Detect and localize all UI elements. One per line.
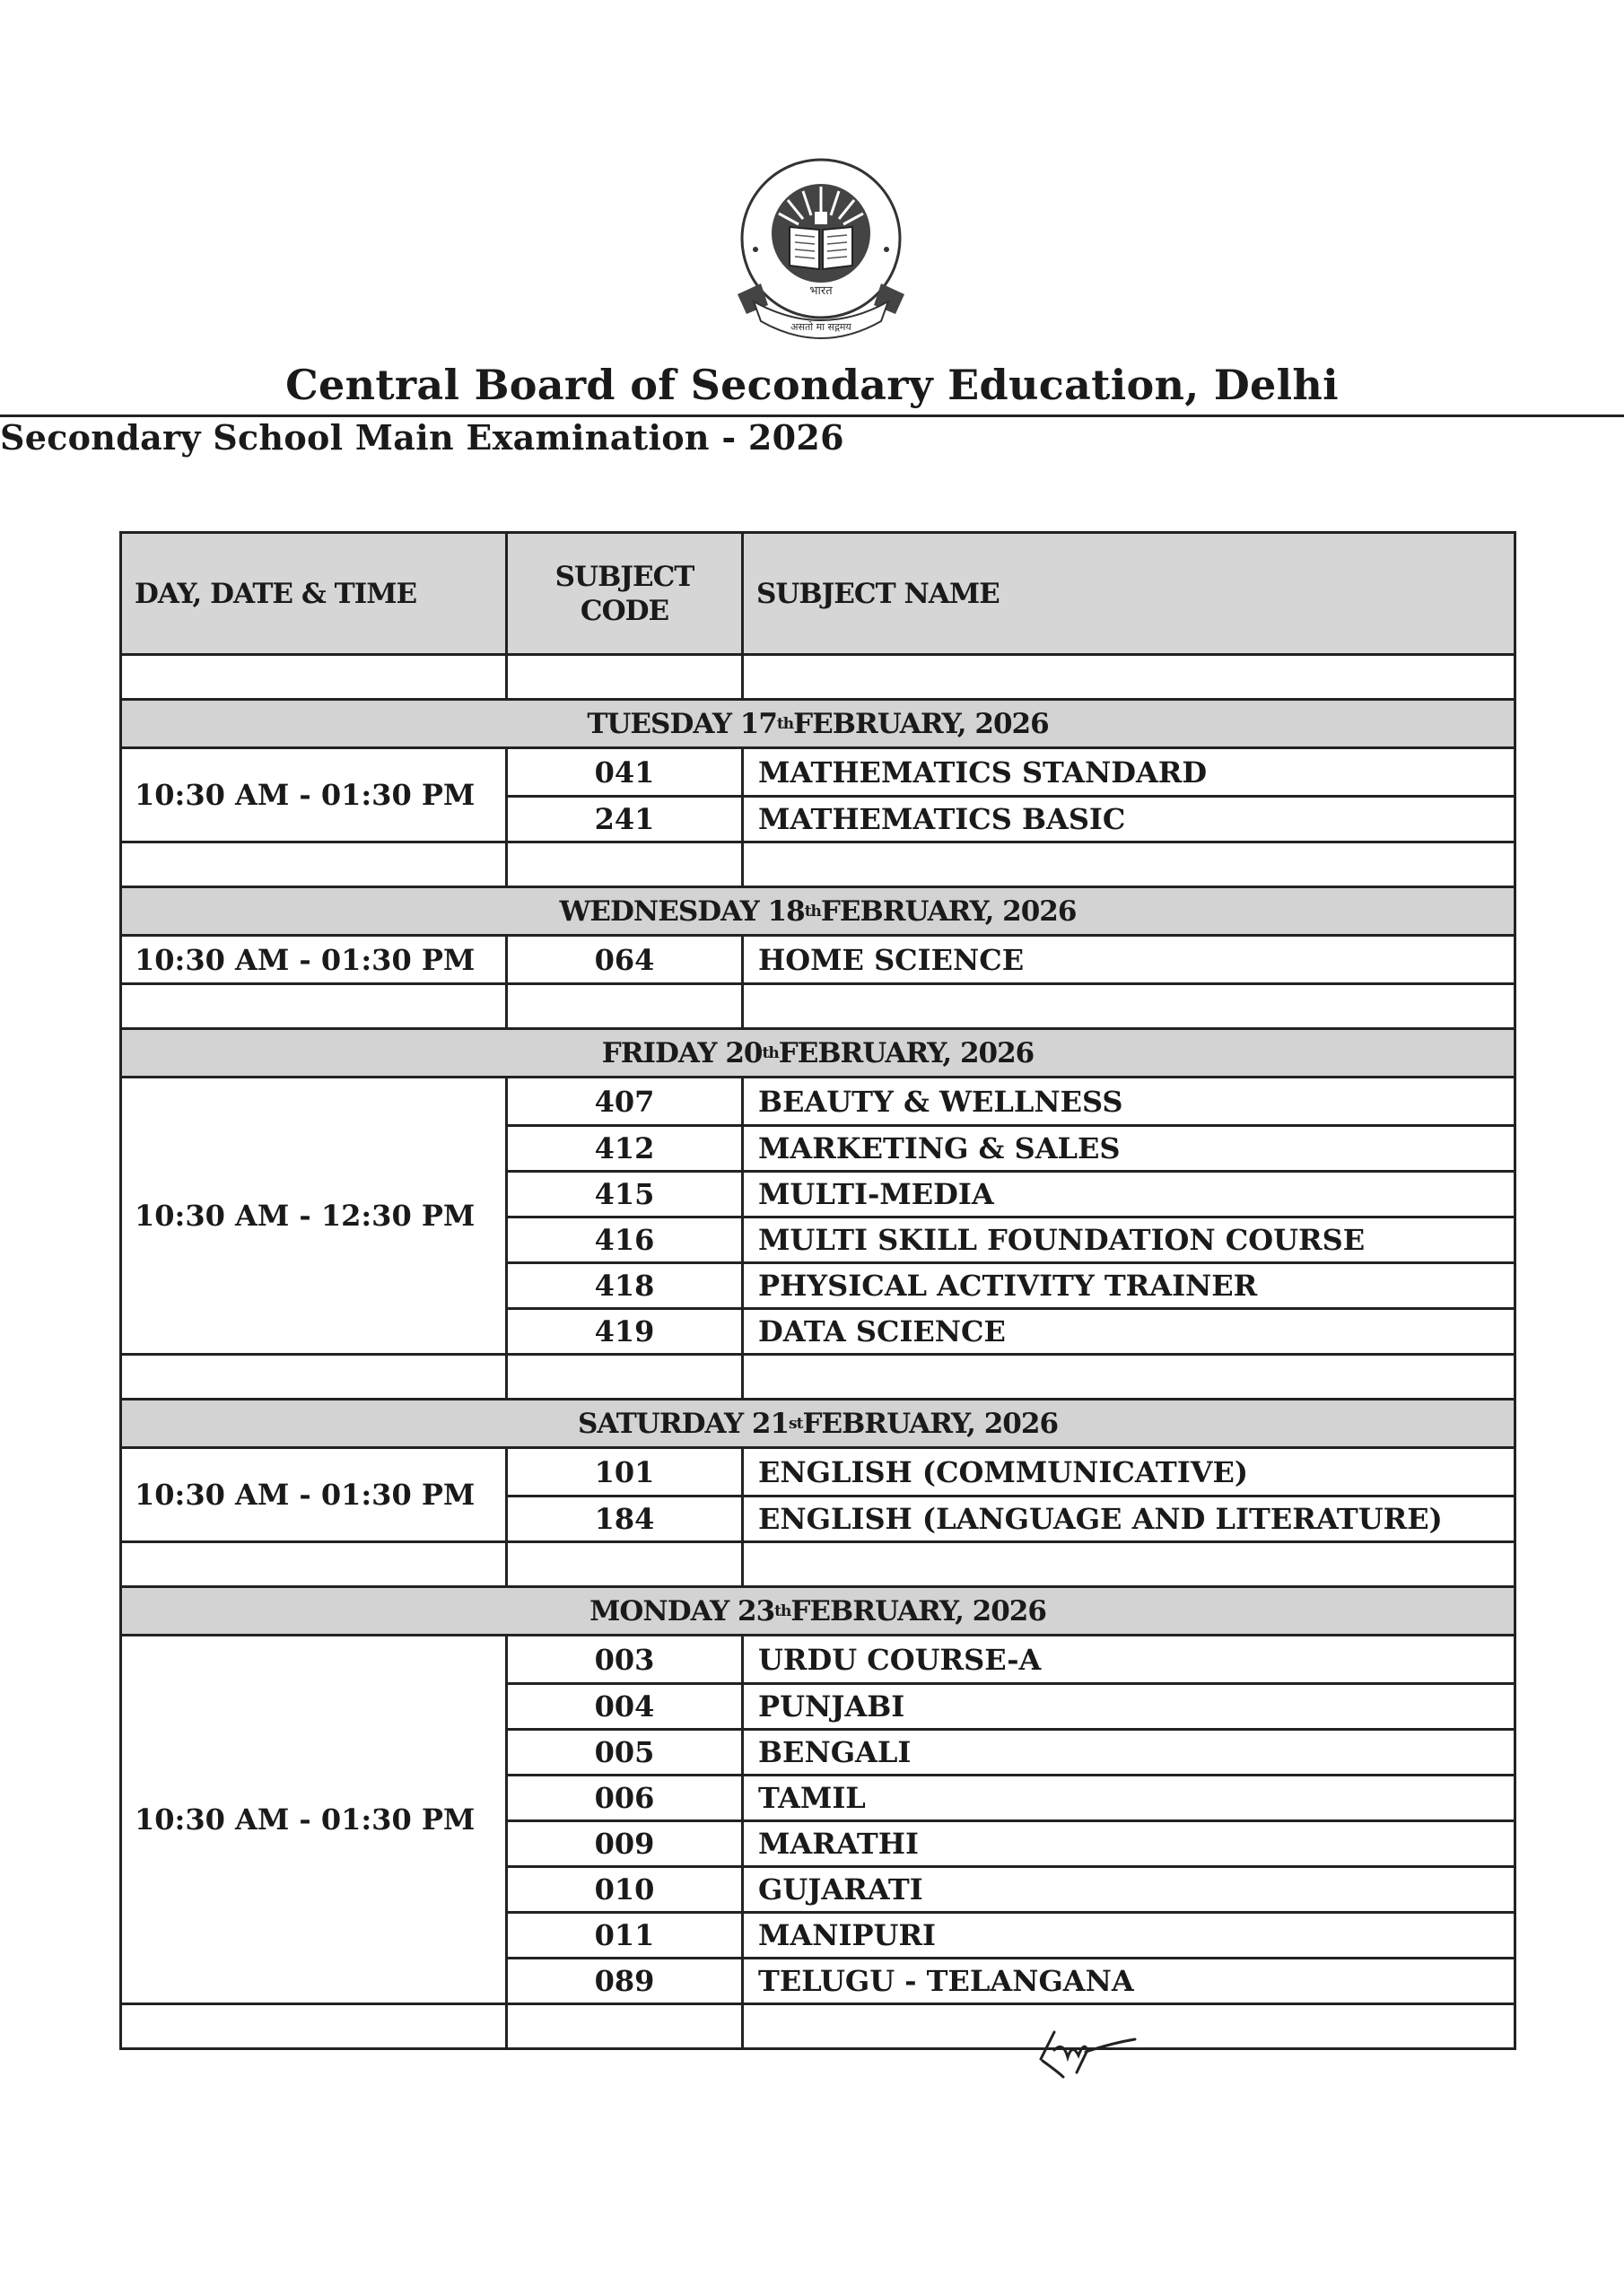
subject-code: 407 [508, 1078, 744, 1124]
table-row [508, 1865, 1514, 1911]
column-header-subject-code: SUBJECT CODE [508, 534, 744, 653]
table-row [508, 795, 1514, 841]
day-group [122, 746, 1514, 841]
emblem-center-text: भारत [809, 284, 833, 298]
day-band: MONDAY 23 th FEBRUARY, 2026 [122, 1585, 1514, 1634]
day-group [122, 1446, 1514, 1540]
exam-time: 10:30 AM - 01:30 PM [122, 749, 508, 841]
organization-title: Central Board of Secondary Education, Delhi [285, 361, 1339, 409]
subject-code: 006 [508, 1776, 744, 1819]
table-row [508, 749, 1514, 795]
table-row [508, 937, 1514, 982]
table-row [508, 1216, 1514, 1261]
subject-code: 101 [508, 1449, 744, 1495]
subject-name: PHYSICAL ACTIVITY TRAINER [758, 1269, 1258, 1303]
subject-name: MARATHI [758, 1827, 919, 1861]
spacer-row [122, 2003, 1514, 2047]
day-band: WEDNESDAY 18 th FEBRUARY, 2026 [122, 886, 1514, 934]
table-row [508, 1449, 1514, 1495]
day-group [122, 1076, 1514, 1353]
table-row [508, 1261, 1514, 1307]
day-group [122, 934, 1514, 982]
table-row [508, 1307, 1514, 1353]
subject-name: TELUGU - TELANGANA [758, 1964, 1134, 1998]
spacer-row [122, 653, 1514, 698]
table-row [508, 1728, 1514, 1774]
subject-code: 418 [508, 1264, 744, 1307]
subject-name: TAMIL [758, 1781, 866, 1815]
subject-code: 415 [508, 1173, 744, 1216]
exam-time: 10:30 AM - 01:30 PM [122, 1636, 508, 2003]
day-band: SATURDAY 21 st FEBRUARY, 2026 [122, 1398, 1514, 1446]
spacer-row [122, 1353, 1514, 1398]
subject-code: 416 [508, 1218, 744, 1261]
subject-code: 011 [508, 1914, 744, 1957]
spacer-row [122, 982, 1514, 1027]
subject-code: 419 [508, 1310, 744, 1353]
subject-code: 005 [508, 1731, 744, 1774]
table-row [508, 1819, 1514, 1865]
day-group [122, 1634, 1514, 2003]
table-row [508, 1124, 1514, 1170]
subject-code: 003 [508, 1636, 744, 1682]
subject-name: MANIPURI [758, 1918, 936, 1952]
spacer-row [122, 841, 1514, 886]
day-band: TUESDAY 17 th FEBRUARY, 2026 [122, 698, 1514, 746]
table-row [508, 1495, 1514, 1540]
subject-code: 004 [508, 1685, 744, 1728]
subject-name: MATHEMATICS BASIC [758, 802, 1126, 836]
table-row [508, 1078, 1514, 1124]
spacer-row [122, 1540, 1514, 1585]
subject-code: 089 [508, 1959, 744, 2003]
subject-code: 241 [508, 798, 744, 841]
subject-name: MATHEMATICS STANDARD [758, 755, 1208, 790]
subject-name: BEAUTY & WELLNESS [758, 1084, 1123, 1119]
subject-name: DATA SCIENCE [758, 1314, 1006, 1348]
subject-name: MARKETING & SALES [758, 1131, 1121, 1165]
subject-name: PUNJABI [758, 1689, 905, 1723]
subject-name: ENGLISH (LANGUAGE AND LITERATURE) [758, 1502, 1443, 1536]
subject-code: 010 [508, 1868, 744, 1911]
emblem-ribbon-text: असतो मा सद्गमय [790, 321, 851, 333]
table-row [508, 1636, 1514, 1682]
exam-schedule-table [119, 531, 1516, 2050]
subject-code: 009 [508, 1822, 744, 1865]
exam-time: 10:30 AM - 01:30 PM [122, 1449, 508, 1540]
subject-name: URDU COURSE-A [758, 1642, 1042, 1677]
signature-icon [1023, 2023, 1148, 2086]
column-header-subject-name: SUBJECT NAME [756, 577, 1000, 610]
table-row [508, 1774, 1514, 1819]
exam-title: Secondary School Main Examination - 2026 [0, 414, 1624, 460]
subject-code: 041 [508, 749, 744, 795]
exam-time: 10:30 AM - 01:30 PM [122, 937, 508, 982]
subject-code: 184 [508, 1497, 744, 1540]
subject-name: HOME SCIENCE [758, 942, 1025, 977]
table-row [508, 1170, 1514, 1216]
subject-code: 064 [508, 937, 744, 982]
cbse-emblem-icon [718, 151, 924, 348]
table-header-row [122, 534, 1514, 653]
table-row [508, 1682, 1514, 1728]
subject-name: BENGALI [758, 1735, 912, 1769]
subject-name: GUJARATI [758, 1872, 923, 1907]
subject-name: ENGLISH (COMMUNICATIVE) [758, 1454, 1249, 1489]
subject-code: 412 [508, 1127, 744, 1170]
exam-time: 10:30 AM - 12:30 PM [122, 1078, 508, 1353]
day-band: FRIDAY 20 th FEBRUARY, 2026 [122, 1027, 1514, 1076]
table-row [508, 1911, 1514, 1957]
column-header-day-date-time: DAY, DATE & TIME [122, 534, 508, 653]
subject-name: MULTI SKILL FOUNDATION COURSE [758, 1223, 1366, 1257]
table-row [508, 1957, 1514, 2003]
subject-name: MULTI-MEDIA [758, 1177, 994, 1211]
